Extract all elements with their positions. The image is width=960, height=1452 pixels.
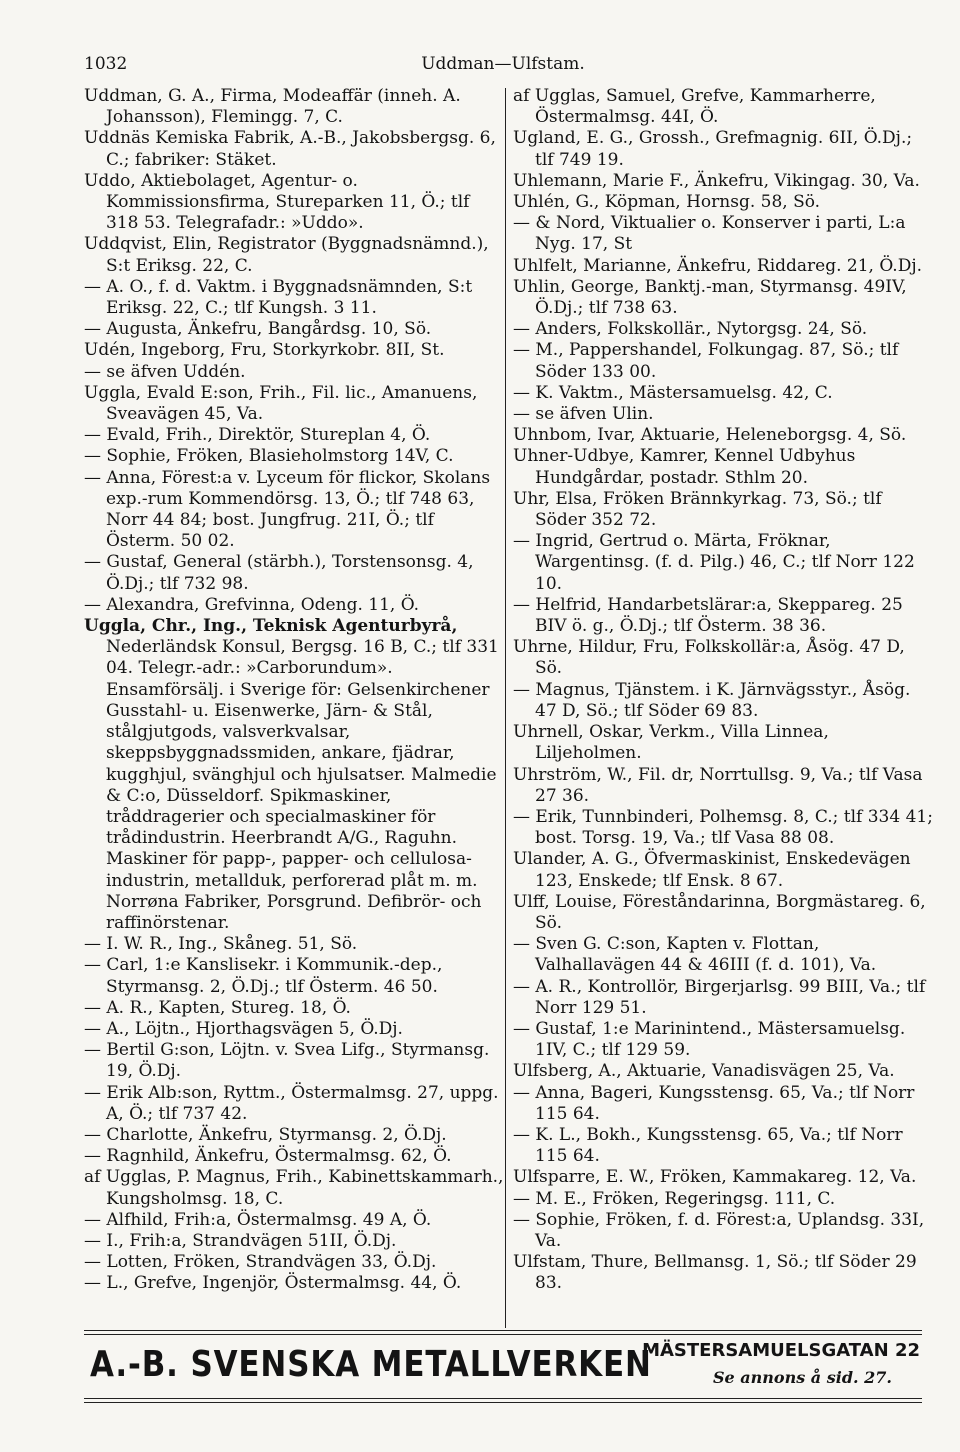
page-number: 1032 <box>84 54 128 74</box>
ad-top-rule-2 <box>84 1334 922 1335</box>
directory-entry: — Ragnhild, Änkefru, Östermalmsg. 62, Ö. <box>84 1146 452 1167</box>
directory-entry: Uddnäs Kemiska Fabrik, A.-B., Jakobsbergsg. 6, C.; fabriker: Stäket. <box>84 128 496 170</box>
directory-entry: — A. R., Kapten, Stureg. 18, Ö. <box>84 997 351 1018</box>
directory-entry: Uhlfelt, Marianne, Änkefru, Riddareg. 21, Ö.Dj. <box>513 255 923 276</box>
directory-entry: — Anna, Bageri, Kungsstensg. 65, Va.; tlf Norr 115 64. <box>513 1082 915 1124</box>
page-header <box>84 48 922 80</box>
directory-entry: Ulfsparre, E. W., Fröken, Kammakareg. 12, Va. <box>513 1167 917 1188</box>
directory-entry: — Evald, Frih., Direktör, Stureplan 4, Ö. <box>84 425 431 446</box>
directory-entry: af Ugglas, P. Magnus, Frih., Kabinettskammarh., Kungsholmsg. 18, C. <box>84 1167 504 1209</box>
directory-entry: — Sophie, Fröken, Blasieholmstorg 14V, C. <box>84 446 454 467</box>
right-column <box>513 86 933 1295</box>
directory-entry: Uhrström, W., Fil. dr, Norrtullsg. 9, Va.; tlf Vasa 27 36. <box>513 764 923 806</box>
directory-entry: — Bertil G:son, Löjtn. v. Svea Lifg., Styrmansg. 19, Ö.Dj. <box>84 1040 490 1082</box>
column-divider <box>505 88 506 1328</box>
directory-entry: Udén, Ingeborg, Fru, Storkyrkobr. 8II, St. <box>84 340 445 361</box>
entry-bold-lead: Uggla, Chr., Ing., Teknisk Agenturbyrå, <box>84 616 458 637</box>
ad-page-reference: Se annons å sid. 27. <box>712 1368 892 1387</box>
directory-entry: Uddqvist, Elin, Registrator (Byggnadsnämnd.), S:t Eriksg. 22, C. <box>84 234 489 276</box>
running-head: Uddman—Ulfstam. <box>421 54 585 74</box>
directory-entry: — A. R., Kontrollör, Birgerjarlsg. 99 BIII, Va.; tlf Norr 129 51. <box>513 976 926 1018</box>
directory-entry: — L., Grefve, Ingenjör, Östermalmsg. 44, Ö. <box>84 1273 462 1294</box>
directory-entry: Uhrne, Hildur, Fru, Folkskollär:a, Åsög. 47 D, Sö. <box>513 637 905 679</box>
directory-entry: Ulander, A. G., Öfvermaskinist, Enskedevägen 123, Enskede; tlf Ensk. 8 67. <box>513 849 911 891</box>
ad-company-name: A.-B. SVENSKA METALLVERKEN <box>90 1344 652 1385</box>
directory-entry: — & Nord, Viktualier o. Konserver i parti, L:a Nyg. 17, St <box>513 213 906 255</box>
directory-entry: Uddman, G. A., Firma, Modeaffär (inneh. A. Johansson), Flemingg. 7, C. <box>84 86 461 128</box>
directory-entry: — se äfven Ulin. <box>513 404 654 425</box>
directory-entry: — Anna, Förest:a v. Lyceum för flickor, Skolans exp.-rum Kommendörsg. 13, Ö.; tlf 748 63, Norr 44 84; bost. Jungfrug. 21I, Ö.; tlf Österm. 50 02. <box>84 467 491 552</box>
directory-entry: Uhner-Udbye, Kamrer, Kennel Udbyhus Hundgårdar, postadr. Sthlm 20. <box>513 446 856 488</box>
directory-entry: — M. E., Fröken, Regeringsg. 111, C. <box>513 1188 836 1209</box>
directory-entry: — Sophie, Fröken, f. d. Förest:a, Uplandsg. 33I, Va. <box>513 1209 925 1251</box>
directory-entry: Uggla, Evald E:son, Frih., Fil. lic., Amanuens, Sveavägen 45, Va. <box>84 382 478 425</box>
directory-entry: — Ingrid, Gertrud o. Märta, Fröknar, Wargentinsg. (f. d. Pilg.) 46, C.; tlf Norr 122 10. <box>513 531 915 594</box>
directory-entry: Ulff, Louise, Föreståndarinna, Borgmästareg. 6, Sö. <box>513 891 926 933</box>
directory-entry: — Charlotte, Änkefru, Styrmansg. 2, Ö.Dj. <box>84 1124 447 1145</box>
directory-entry: — A., Löjtn., Hjorthagsvägen 5, Ö.Dj. <box>84 1018 403 1039</box>
left-column <box>84 86 504 1295</box>
ad-bottom-rule <box>84 1398 922 1399</box>
directory-entry: — M., Pappershandel, Folkungag. 87, Sö.; tlf Söder 133 00. <box>513 340 899 382</box>
directory-entry: — Augusta, Änkefru, Bangårdsg. 10, Sö. <box>84 319 432 340</box>
directory-entry: — I. W. R., Ing., Skåneg. 51, Sö. <box>84 934 358 955</box>
directory-entry: Uddo, Aktiebolaget, Agentur- o. Kommissionsfirma, Stureparken 11, Ö.; tlf 318 53. Telegrafadr.: »Uddo». <box>84 170 470 234</box>
directory-entry: — Alexandra, Grefvinna, Odeng. 11, Ö. <box>84 594 420 615</box>
ad-top-rule <box>84 1330 922 1331</box>
directory-entry: — Gustaf, General (stärbh.), Torstensonsg. 4, Ö.Dj.; tlf 732 98. <box>84 552 474 594</box>
directory-entry: — K. Vaktm., Mästersamuelsg. 42, C. <box>513 382 833 403</box>
directory-entry: — Anders, Folkskollär., Nytorgsg. 24, Sö. <box>513 319 868 340</box>
directory-entry: Ulfstam, Thure, Bellmansg. 1, Sö.; tlf Söder 29 83. <box>513 1252 917 1294</box>
directory-entry: — Magnus, Tjänstem. i K. Järnvägsstyr., Åsög. 47 D, Sö.; tlf Söder 69 83. <box>513 679 911 721</box>
directory-entry: Uhr, Elsa, Fröken Brännkyrkag. 73, Sö.; tlf Söder 352 72. <box>513 488 882 531</box>
advertisement <box>84 1340 922 1394</box>
directory-entry: af Ugglas, Samuel, Grefve, Kammarherre, Östermalmsg. 44I, Ö. <box>513 86 876 128</box>
directory-entry: — Lotten, Fröken, Strandvägen 33, Ö.Dj. <box>84 1252 437 1273</box>
directory-entry: Ugland, E. G., Grossh., Grefmagnig. 6II, Ö.Dj.; tlf 749 19. <box>513 128 913 170</box>
directory-entry: Uhlin, George, Banktj.-man, Styrmansg. 49IV, Ö.Dj.; tlf 738 63. <box>513 276 907 319</box>
ad-bottom-rule-2 <box>84 1402 922 1403</box>
directory-entry: — I., Frih:a, Strandvägen 51II, Ö.Dj. <box>84 1230 397 1251</box>
directory-entry: Uhnbom, Ivar, Aktuarie, Heleneborgsg. 4, Sö. <box>513 425 907 446</box>
directory-entry: — Carl, 1:e Kanslisekr. i Kommunik.-dep., Styrmansg. 2, Ö.Dj.; tlf Österm. 46 50. <box>84 955 443 997</box>
directory-entry: — A. O., f. d. Vaktm. i Byggnadsnämnden, S:t Eriksg. 22, C.; tlf Kungsh. 3 11. <box>84 276 473 319</box>
directory-entry: — K. L., Bokh., Kungsstensg. 65, Va.; tlf Norr 115 64. <box>513 1124 903 1167</box>
directory-entry: — Helfrid, Handarbetslärar:a, Skeppareg. 25 BIV ö. g., Ö.Dj.; tlf Österm. 38 36. <box>513 594 903 637</box>
directory-entry: Uggla, Chr., Ing., Teknisk Agenturbyrå, Nederländsk Konsul, Bergsg. 16 B, C.; tlf 331 04. Telegr.-adr.: »Carborundum». Ensamförsälj. i Sverige för: Gelsenkirchener Gusstahl- u. Eisenwerke, Järn- & Stål, stålgjutgods, valsverkvalsar, skeppsbyggnadssmiden, ankare, fjädrar, kugghjul, svänghjul och hjulsatser. Malmedie & C:o, Düsseldorf. Spikmaskiner, tråddragerier och specialmaskiner för trådindustrin. Heerbrandt A/G., Raguhn. Maskiner för papp-, papper- och cellulosa-industrin, metallduk, perforerad plåt m. m. Norrøna Fabriker, Porsgrund. Defibrör- och raffinörstenar. <box>84 616 499 933</box>
directory-entry: — Erik, Tunnbinderi, Polhemsg. 8, C.; tlf 334 41; bost. Torsg. 19, Va.; tlf Vasa 88 08. <box>513 806 933 849</box>
directory-entry: — Erik Alb:son, Ryttm., Östermalmsg. 27, uppg. A, Ö.; tlf 737 42. <box>84 1082 499 1124</box>
directory-entry: Uhlén, G., Köpman, Hornsg. 58, Sö. <box>513 192 821 213</box>
directory-entry: — Gustaf, 1:e Marinintend., Mästersamuelsg. 1IV, C.; tlf 129 59. <box>513 1018 906 1061</box>
directory-entry: Ulfsberg, A., Aktuarie, Vanadisvägen 25, Va. <box>513 1061 895 1082</box>
directory-entry: Uhlemann, Marie F., Änkefru, Vikingag. 30, Va. <box>513 170 920 191</box>
directory-entry: — se äfven Uddén. <box>84 361 246 382</box>
directory-entry: — Sven G. C:son, Kapten v. Flottan, Valhallavägen 44 & 46III (f. d. 101), Va. <box>513 934 877 976</box>
directory-entry: Uhrnell, Oskar, Verkm., Villa Linnea, Liljeholmen. <box>513 722 829 764</box>
directory-entry: — Alfhild, Frih:a, Östermalmsg. 49 A, Ö. <box>84 1209 432 1230</box>
ad-address: MÄSTERSAMUELSGATAN 22 <box>642 1340 920 1361</box>
